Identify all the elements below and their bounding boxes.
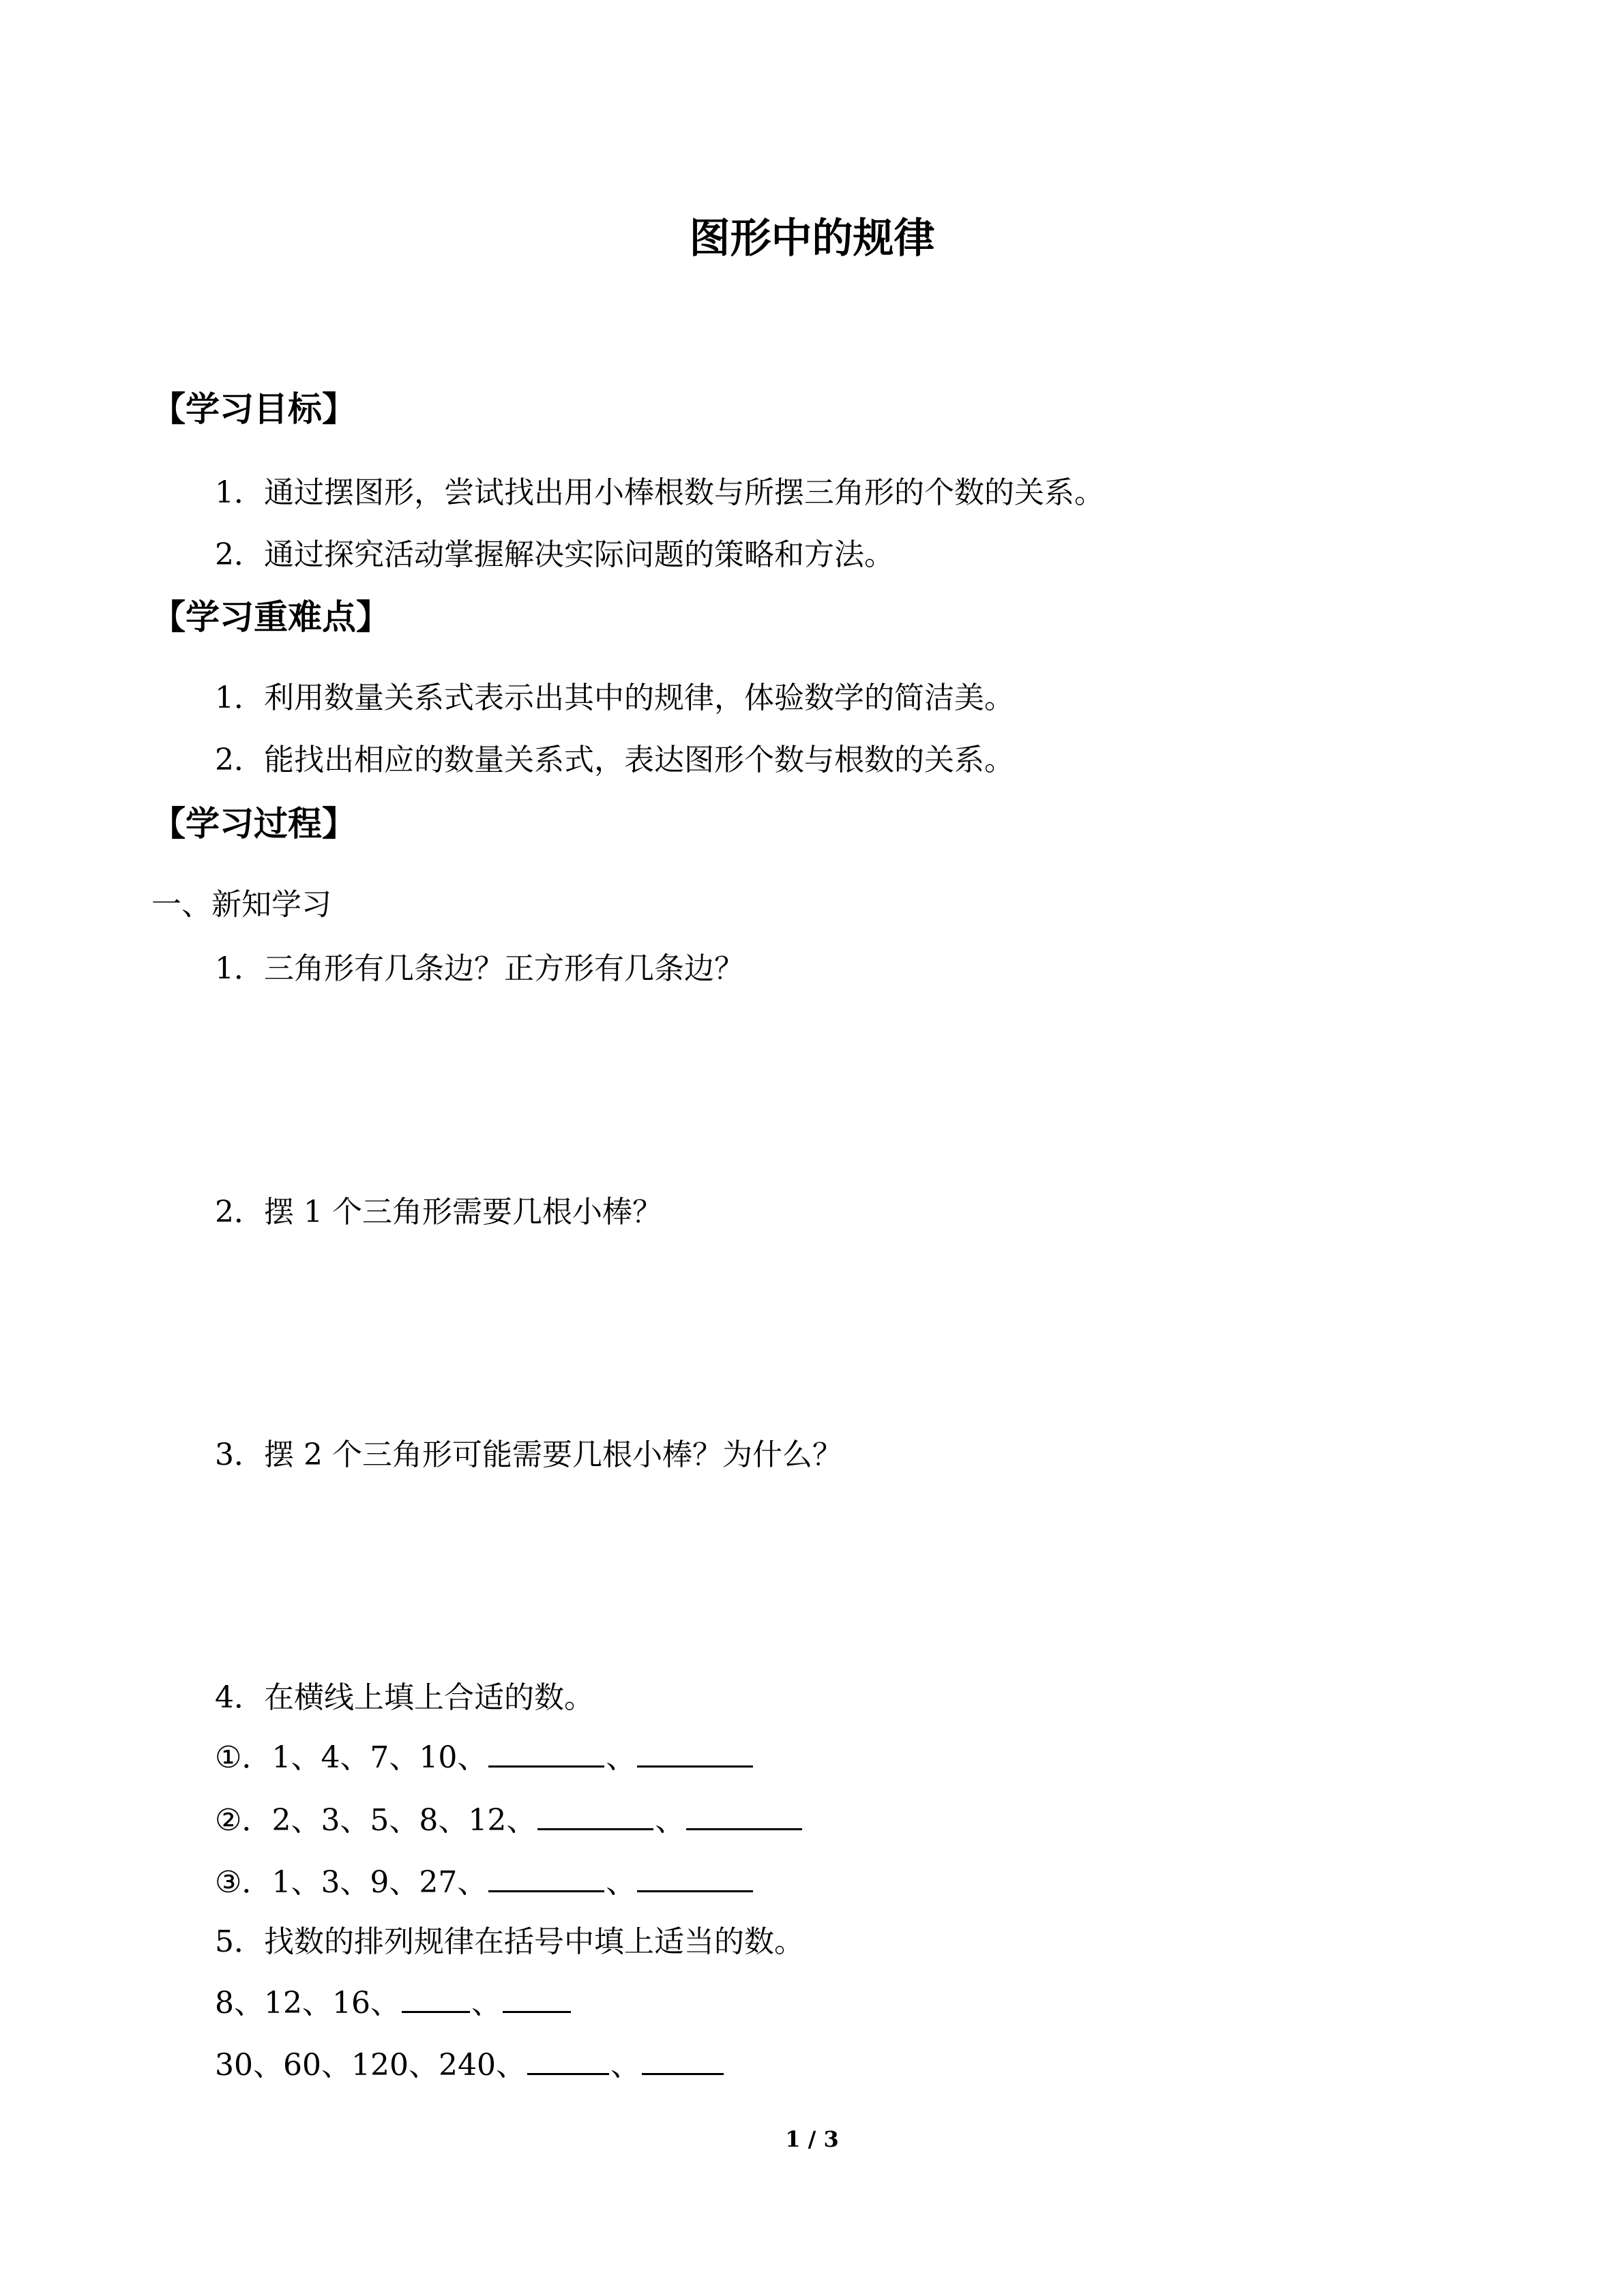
q4-item-1 [215,1738,754,1778]
question-5: 5．找数的排列规律在括号中填上适当的数。 [215,1924,804,1959]
q5-item-2-sequence: 30、60、120、240、 [215,2048,526,2083]
answer-blank[interactable] [527,2046,609,2075]
question-4: 4．在横线上填上合适的数。 [215,1680,594,1715]
heading-key-points: 【学习重难点】 [151,597,390,637]
blank-separator: 、 [610,2048,640,2083]
question-2: 2．摆 1 个三角形需要几根小棒？ [215,1195,662,1229]
answer-blank[interactable] [402,1984,470,2013]
answer-blank[interactable] [642,2046,724,2075]
answer-blank[interactable] [686,1801,802,1830]
goal-item-1: 1．通过摆图形，尝试找出用小棒根数与所摆三角形的个数的关系。 [215,475,1104,510]
answer-blank[interactable] [503,1984,571,2013]
blank-separator: 、 [606,1865,636,1900]
q4-item-1-sequence: ①．1、4、7、10、 [215,1740,488,1775]
page-title: 图形中的规律 [689,215,935,263]
page-number: 1 / 3 [785,2126,839,2152]
goal-item-2: 2．通过探究活动掌握解决实际问题的策略和方法。 [215,537,894,572]
blank-separator: 、 [655,1803,685,1838]
q4-item-3-sequence: ③．1、3、9、27、 [215,1865,488,1900]
question-1: 1．三角形有几条边？正方形有几条边？ [215,951,744,986]
blank-separator: 、 [471,1986,501,2021]
blank-separator: 、 [606,1740,636,1775]
key-point-item-1: 1．利用数量关系式表示出其中的规律，体验数学的简洁美。 [215,681,1014,715]
answer-blank[interactable] [637,1738,753,1768]
answer-blank[interactable] [488,1738,604,1768]
q5-item-1 [215,1983,572,2024]
heading-process: 【学习过程】 [151,804,356,844]
q4-item-2-sequence: ②．2、3、5、8、12、 [215,1803,537,1838]
heading-goals: 【学习目标】 [151,389,356,429]
q5-item-2 [215,2045,725,2086]
q4-item-3 [215,1862,754,1903]
answer-blank[interactable] [537,1801,653,1830]
q4-item-2 [215,1800,803,1841]
answer-blank[interactable] [488,1863,604,1892]
question-3: 3．摆 2 个三角形可能需要几根小棒？为什么？ [215,1437,842,1472]
key-point-item-2: 2．能找出相应的数量关系式，表达图形个数与根数的关系。 [215,743,1014,777]
answer-blank[interactable] [637,1863,753,1892]
part1-title: 一、新知学习 [151,887,331,922]
q5-item-1-sequence: 8、12、16、 [215,1986,400,2021]
